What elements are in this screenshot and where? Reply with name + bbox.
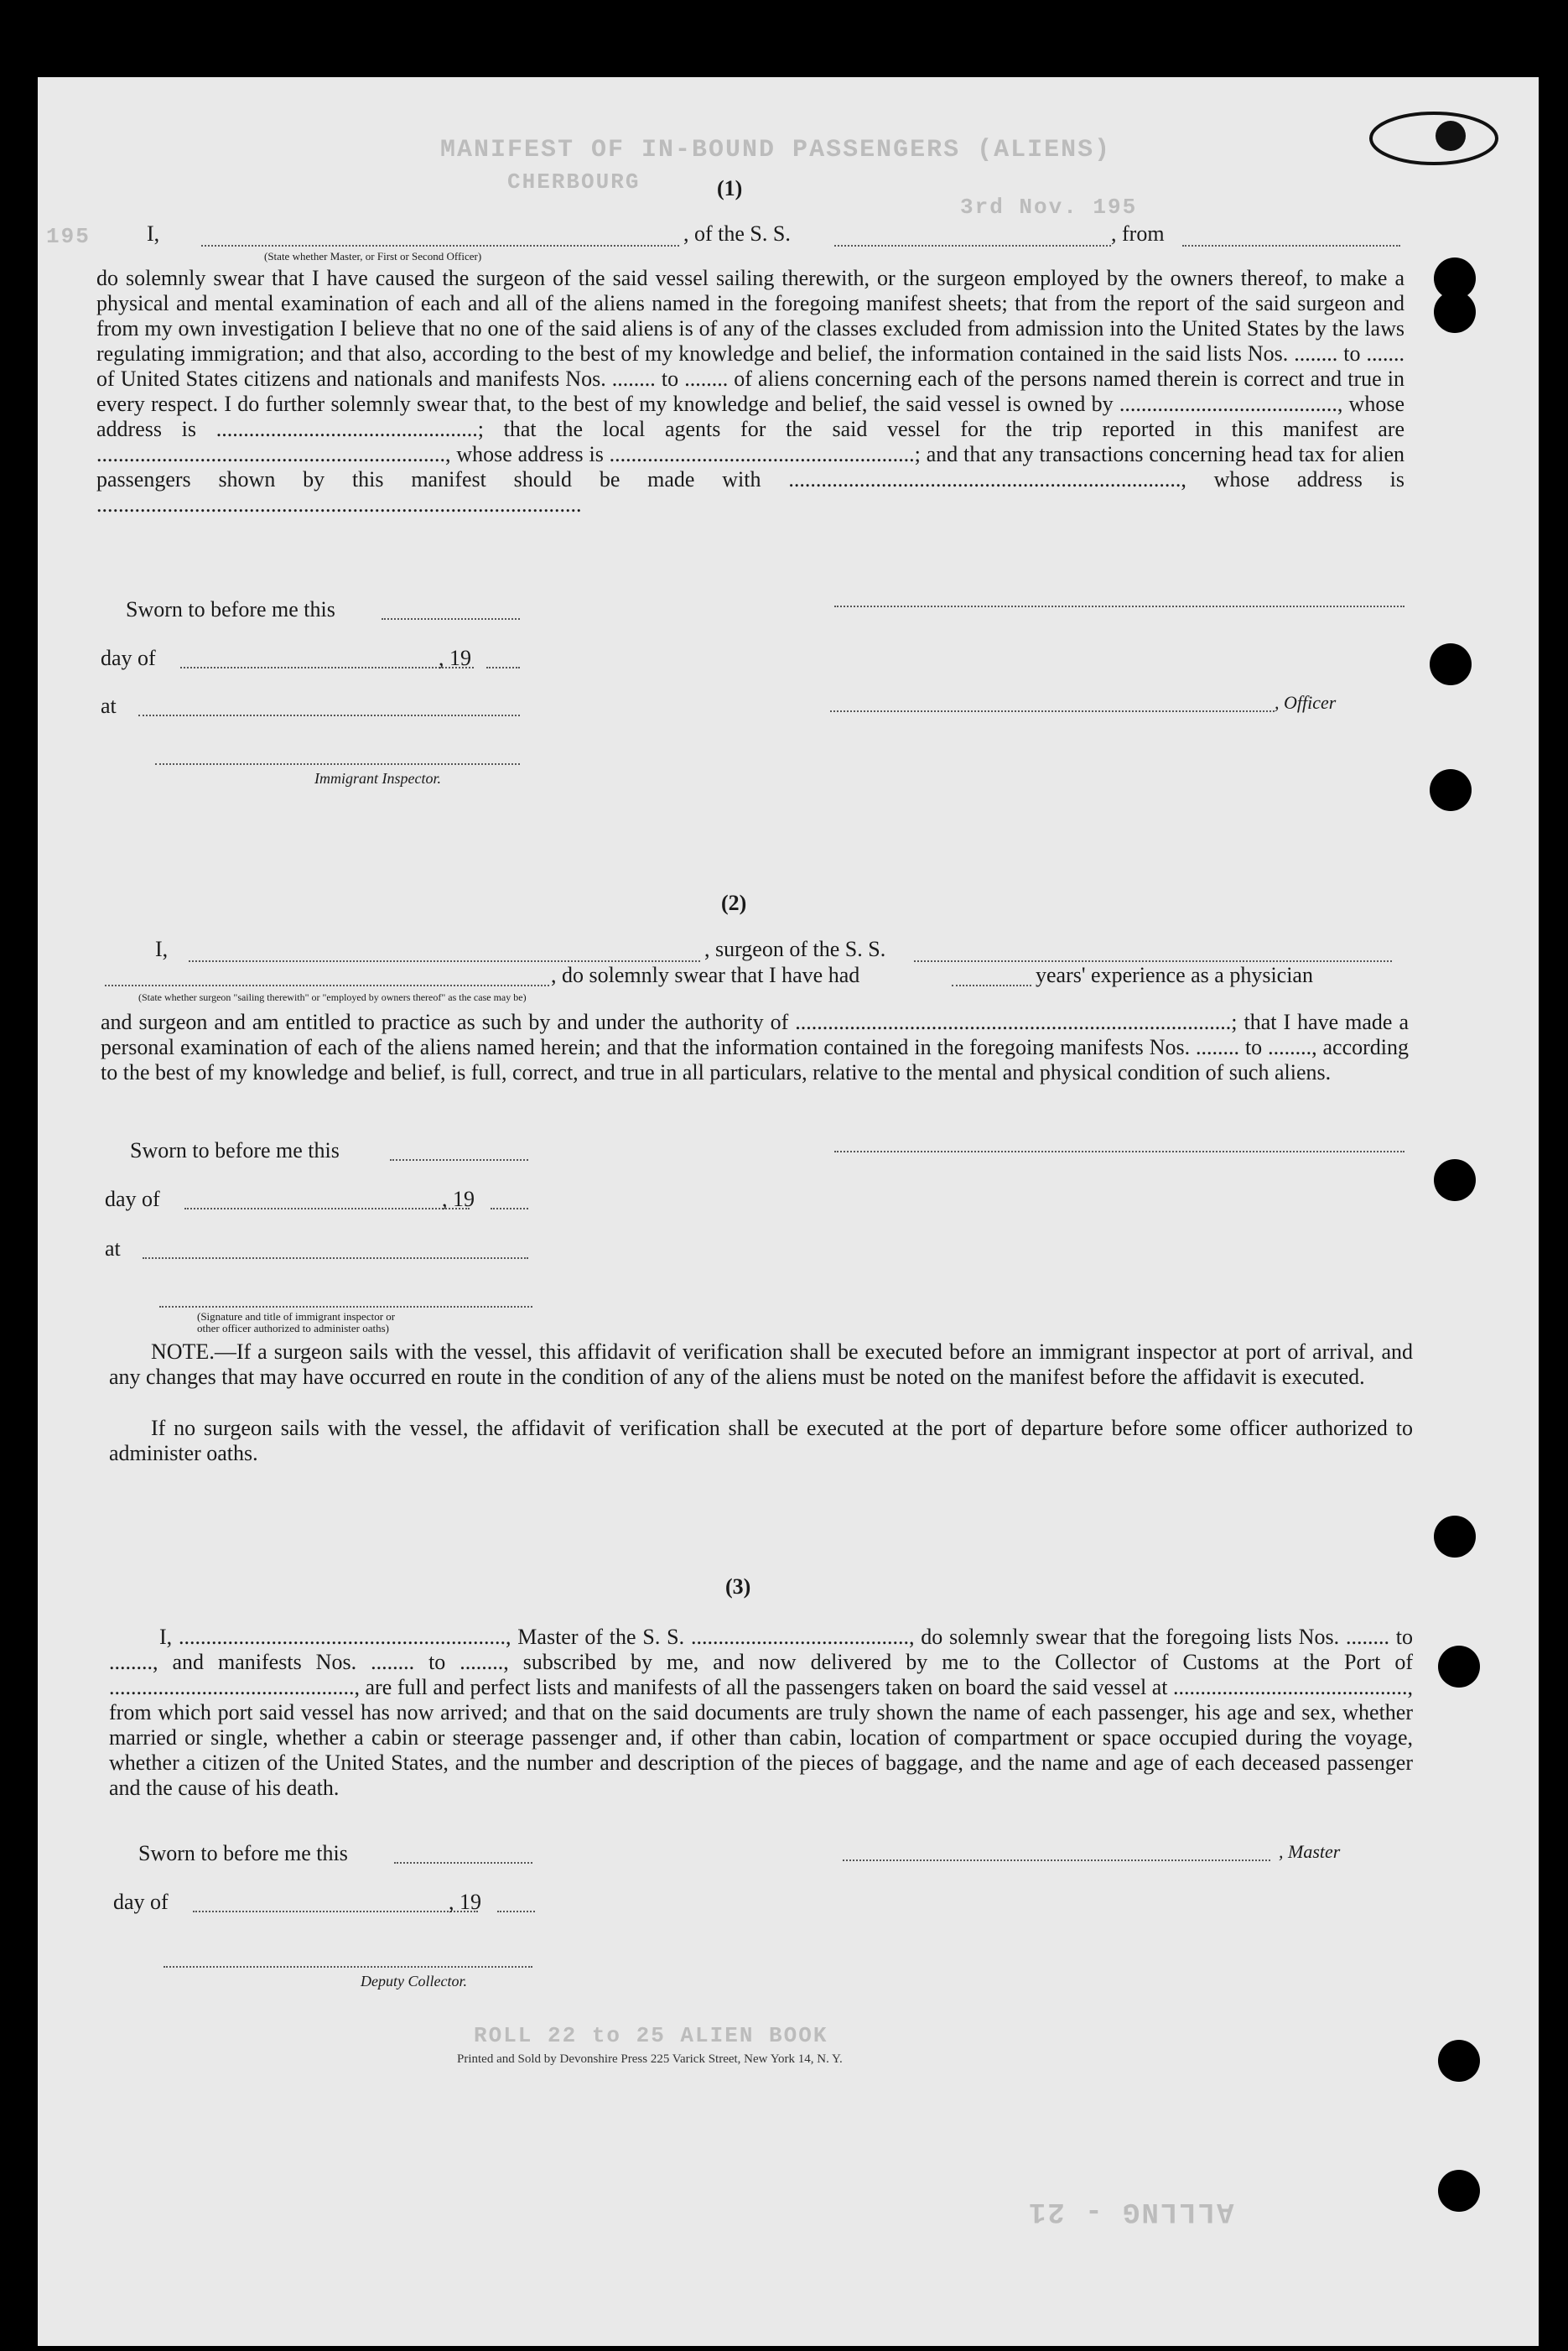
s2-years: years' experience as a physician	[1036, 963, 1313, 987]
s2-at: at	[105, 1236, 121, 1261]
s1-inspector-title: Immigrant Inspector.	[314, 770, 441, 787]
s2-sworn: Sworn to before me this	[130, 1138, 340, 1162]
s3-paragraph: I, ............................................................, Master of the S. S. ........................................, do solemnly swear that the foregoing lists Nos. ........ to ........, and manifests Nos. ........ to ........, subscribed by me, and now delivered by me to the Collector of Customs at the Port of ............................................., are full and perfect lists and manifests of all the passengers taken on board the said vessel at ..........................................., from which port said vessel has now arrived; and that on the said documents are truly shown the name of each passenger, his age and sex, whether married or single, whether a cabin or steerage passenger and, if other than cabin, location of compartment or space occupied during the voyage, whether a citizen of the United States, and the number and description of the pieces of baggage, and the name and age of each deceased passenger and the cause of his death.	[109, 1625, 1413, 1800]
binder-hole-icon	[1438, 1646, 1480, 1688]
s1-year: , 19	[439, 646, 471, 670]
s2-surgeon-type-field[interactable]	[105, 985, 549, 986]
s3-collector-title: Deputy Collector.	[361, 1973, 467, 1990]
s2-year-field[interactable]	[491, 1208, 528, 1209]
s3-year-field[interactable]	[497, 1911, 535, 1912]
printer-footer: Printed and Sold by Devonshire Press 225 Varick Street, New York 14, N. Y.	[457, 2052, 843, 2066]
s2-i: I,	[155, 937, 169, 961]
s1-caption: (State whether Master, or First or Second Officer)	[264, 250, 482, 263]
s2-day-of: day of	[105, 1187, 160, 1211]
s1-at-field[interactable]	[138, 715, 520, 716]
s2-at-field[interactable]	[143, 1257, 528, 1259]
faded-header-title: MANIFEST OF IN-BOUND PASSENGERS (ALIENS)	[440, 136, 1112, 164]
s3-collector-line[interactable]	[164, 1966, 532, 1968]
s1-inspector-line[interactable]	[155, 763, 520, 765]
s1-from: , from	[1111, 221, 1165, 246]
s1-day-of: day of	[101, 646, 156, 670]
oval-stamp-icon	[1367, 109, 1501, 168]
s2-day-field[interactable]	[184, 1208, 470, 1209]
s2-paragraph: and surgeon and am entitled to practice as such by and under the authority of ................................................................................; that I have made a personal examination of each of the aliens named herein; and that the information contained in the foregoing manifests Nos. ........ to ........, according to the best of my knowledge and belief, is full, correct, and true in all particulars, relative to the mental and physical condition of such aliens.	[101, 1010, 1409, 1084]
s3-sworn-field[interactable]	[394, 1862, 532, 1864]
faded-bottom-code: ALLLNG - 21	[1027, 2195, 1234, 2227]
s3-master: , Master	[1279, 1841, 1341, 1862]
s1-signature-line[interactable]	[834, 606, 1404, 607]
s1-from-field[interactable]	[1182, 245, 1400, 247]
binder-hole-icon	[1434, 1516, 1476, 1558]
s1-officer-field[interactable]	[830, 710, 1275, 712]
binder-hole-icon	[1434, 291, 1476, 333]
s2-name-field[interactable]	[189, 960, 700, 962]
faded-header-date: 3rd Nov. 195	[960, 195, 1138, 220]
s2-note-1: NOTE.—If a surgeon sails with the vessel, this affidavit of verification shall be executed before an immigrant inspector at port of arrival, and any changes that may have occurred en route in the condition of any of the aliens must be noted on the manifest before the affidavit is executed.	[109, 1339, 1413, 1389]
s1-sworn-field[interactable]	[382, 618, 520, 620]
s2-sworn-field[interactable]	[390, 1159, 528, 1161]
binder-hole-icon	[1438, 2170, 1480, 2212]
s2-years-field[interactable]	[952, 985, 1031, 986]
s1-at: at	[101, 694, 117, 718]
s1-paragraph: do solemnly swear that I have caused the surgeon of the said vessel sailing therewith, or the surgeon employed by the owners thereof, to make a physical and mental examination of each and all of the aliens named in the foregoing manifest sheets; that from the report of the said surgeon and from my own investigation I believe that no one of the said aliens is of any of the classes excluded from admission into the United States by the laws regulating immigration; and that also, according to the best of my knowledge and belief, the information contained in the said lists Nos. ........ to ....... of United States citizens and nationals and manifests Nos. ........ to ........ of aliens concerning each of the persons named therein is correct and true in every respect. I do further solemnly swear that, to the best of my knowledge and belief, the said vessel is owned by ........................................, whose address is ................................................; that the local agents for the said vessel for the trip reported in this manifest are ................................................................, whose address is ........................................................; and that any transactions concerning head tax for alien passengers shown by this manifest should be made with ........................................................................, whose address is .........................................................................................	[96, 266, 1404, 517]
s1-sworn: Sworn to before me this	[126, 597, 335, 622]
s2-signature-field[interactable]	[159, 1306, 532, 1308]
s1-day-field[interactable]	[180, 667, 474, 668]
s2-sig-caption-1: (Signature and title of immigrant inspector or	[197, 1310, 396, 1323]
section-3-number: (3)	[725, 1574, 751, 1599]
section-1-number: (1)	[717, 176, 743, 200]
binder-hole-icon	[1438, 2040, 1480, 2082]
s2-vessel-field[interactable]	[914, 960, 1392, 962]
s1-officer: , Officer	[1275, 692, 1337, 713]
s1-year-field[interactable]	[486, 667, 520, 668]
s2-signature-line[interactable]	[834, 1151, 1404, 1152]
s1-of-ss: , of the S. S.	[683, 221, 791, 246]
s3-day-of: day of	[113, 1890, 169, 1914]
s2-sig-caption-2: other officer authorized to administer oaths)	[197, 1322, 389, 1334]
s1-vessel-field[interactable]	[834, 245, 1111, 247]
binder-hole-icon	[1430, 769, 1472, 811]
s3-year: , 19	[449, 1890, 481, 1914]
faded-side-year: 195	[46, 224, 91, 249]
s2-surgeon-of: , surgeon of the S. S.	[704, 937, 886, 961]
s1-name-field[interactable]	[201, 245, 679, 247]
s1-i: I,	[147, 221, 160, 246]
s2-year: , 19	[442, 1187, 475, 1211]
s3-day-field[interactable]	[193, 1911, 478, 1912]
s2-swear: , do solemnly swear that I have had	[551, 963, 860, 987]
document-page	[38, 77, 1539, 2346]
s3-master-field[interactable]	[843, 1859, 1270, 1861]
faded-header-port: CHERBOURG	[507, 169, 641, 195]
s2-note-2: If no surgeon sails with the vessel, the affidavit of verification shall be executed at the port of departure before some officer authorized to administer oaths.	[109, 1416, 1413, 1465]
s2-caption: (State whether surgeon "sailing therewith" or "employed by owners thereof" as the case may be)	[138, 991, 527, 1003]
binder-hole-icon	[1430, 643, 1472, 685]
binder-hole-icon	[1434, 1159, 1476, 1201]
s3-sworn: Sworn to before me this	[138, 1841, 348, 1865]
faded-stamp: ROLL 22 to 25 ALIEN BOOK	[474, 2023, 828, 2048]
section-2-number: (2)	[721, 891, 747, 915]
